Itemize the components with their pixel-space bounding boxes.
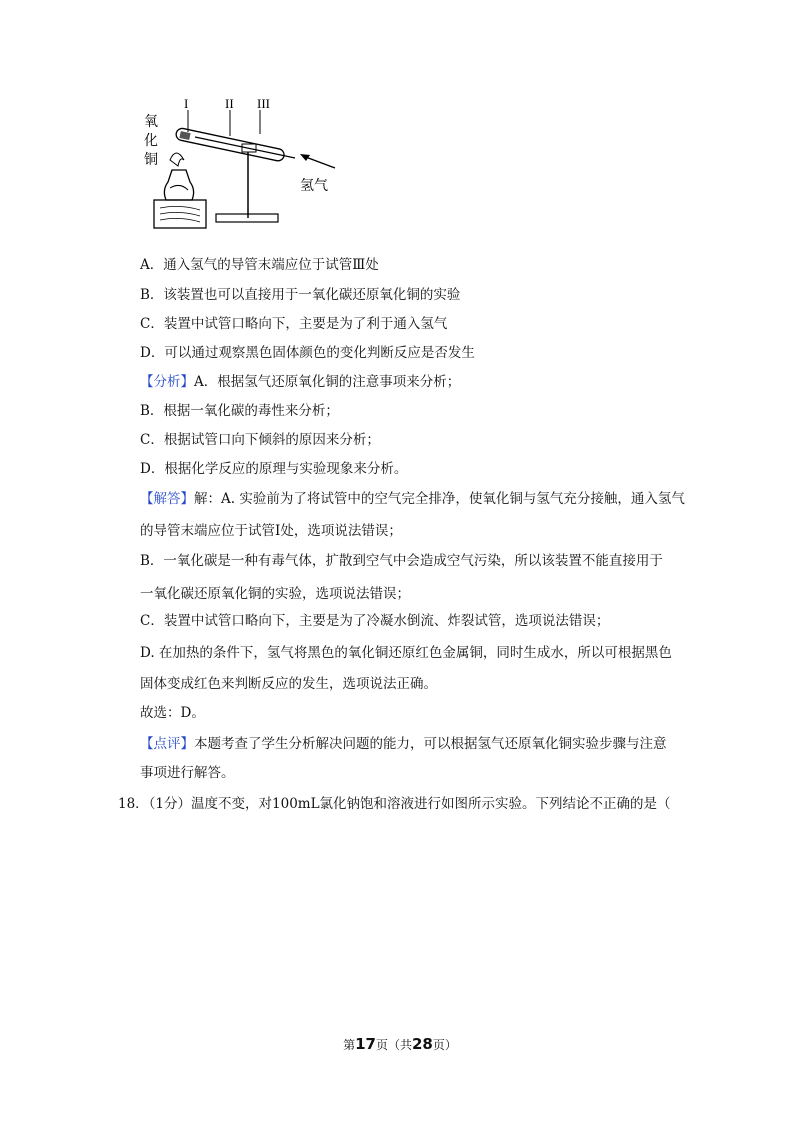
analysis-line-3: C．根据试管口向下倾斜的原因来分析； <box>140 432 380 448</box>
answer-line-6: D. 在加热的条件下，氢气将黑色的氧化铜还原红色金属铜，同时生成水，所以可根据黑色 <box>140 645 672 661</box>
analysis-line-2: B．根据一氧化碳的毒性来分析； <box>140 403 339 419</box>
answer-line-2: 的导管末端应位于试管Ⅰ处，选项说法错误； <box>140 523 402 539</box>
comment-line-1: 【点评】本题考查了学生分析解决问题的能力，可以根据氢气还原氧化铜实验步骤与注意 <box>140 736 667 752</box>
analysis-line-1: 【分析】A．根据氢气还原氧化铜的注意事项来分析； <box>140 374 461 390</box>
page-footer: 第17页（共28页） <box>343 1035 457 1053</box>
page-number: 17 <box>355 1035 376 1053</box>
comment-tag: 【点评】 <box>140 736 194 752</box>
total-pages: 28 <box>412 1035 433 1053</box>
answer-line-5: C．装置中试管口略向下，主要是为了冷凝水倒流、炸裂试管，选项说法错误； <box>140 613 610 629</box>
answer-line-1: 【解答】解：A. 实验前为了将试管中的空气完全排净，使氧化铜与氢气充分接触，通入氢气 <box>140 491 685 507</box>
answer-line-4: 一氧化碳还原氧化铜的实验，选项说法错误； <box>140 586 410 602</box>
analysis-line-4: D．根据化学反应的原理与实验现象来分析。 <box>140 461 408 477</box>
label-oxide-1: 氧 <box>144 114 158 130</box>
answer-line-3: B．一氧化碳是一种有毒气体，扩散到空气中会造成空气污染，所以该装置不能直接用于 <box>140 553 663 569</box>
comment-line-2: 事项进行解答。 <box>140 765 235 781</box>
hydrogen-reduction-apparatus-diagram <box>140 90 360 235</box>
label-oxide-3: 铜 <box>144 152 158 168</box>
option-a: A．通入氢气的导管末端应位于试管Ⅲ处 <box>140 257 379 273</box>
analysis-tag: 【分析】 <box>140 374 194 390</box>
label-oxide-2: 化 <box>144 133 158 149</box>
answer-line-8: 故选：D。 <box>140 705 205 721</box>
marker-3: III <box>257 96 270 111</box>
question-18: 18．（1分）温度不变，对100mL氯化钠饱和溶液进行如图所示实验。下列结论不正确的是（ <box>118 796 671 812</box>
label-hydrogen: 氢气 <box>300 178 328 194</box>
option-c: C．装置中试管口略向下，主要是为了利于通入氢气 <box>140 316 448 332</box>
marker-2: II <box>225 96 234 111</box>
answer-tag: 【解答】 <box>140 491 194 507</box>
answer-line-7: 固体变成红色来判断反应的发生，选项说法正确。 <box>140 676 437 692</box>
option-b: B．该装置也可以直接用于一氧化碳还原氧化铜的实验 <box>140 287 461 303</box>
marker-1: I <box>184 96 189 111</box>
apparatus-figure <box>140 90 360 235</box>
option-d: D．可以通过观察黑色固体颜色的变化判断反应是否发生 <box>140 345 475 361</box>
